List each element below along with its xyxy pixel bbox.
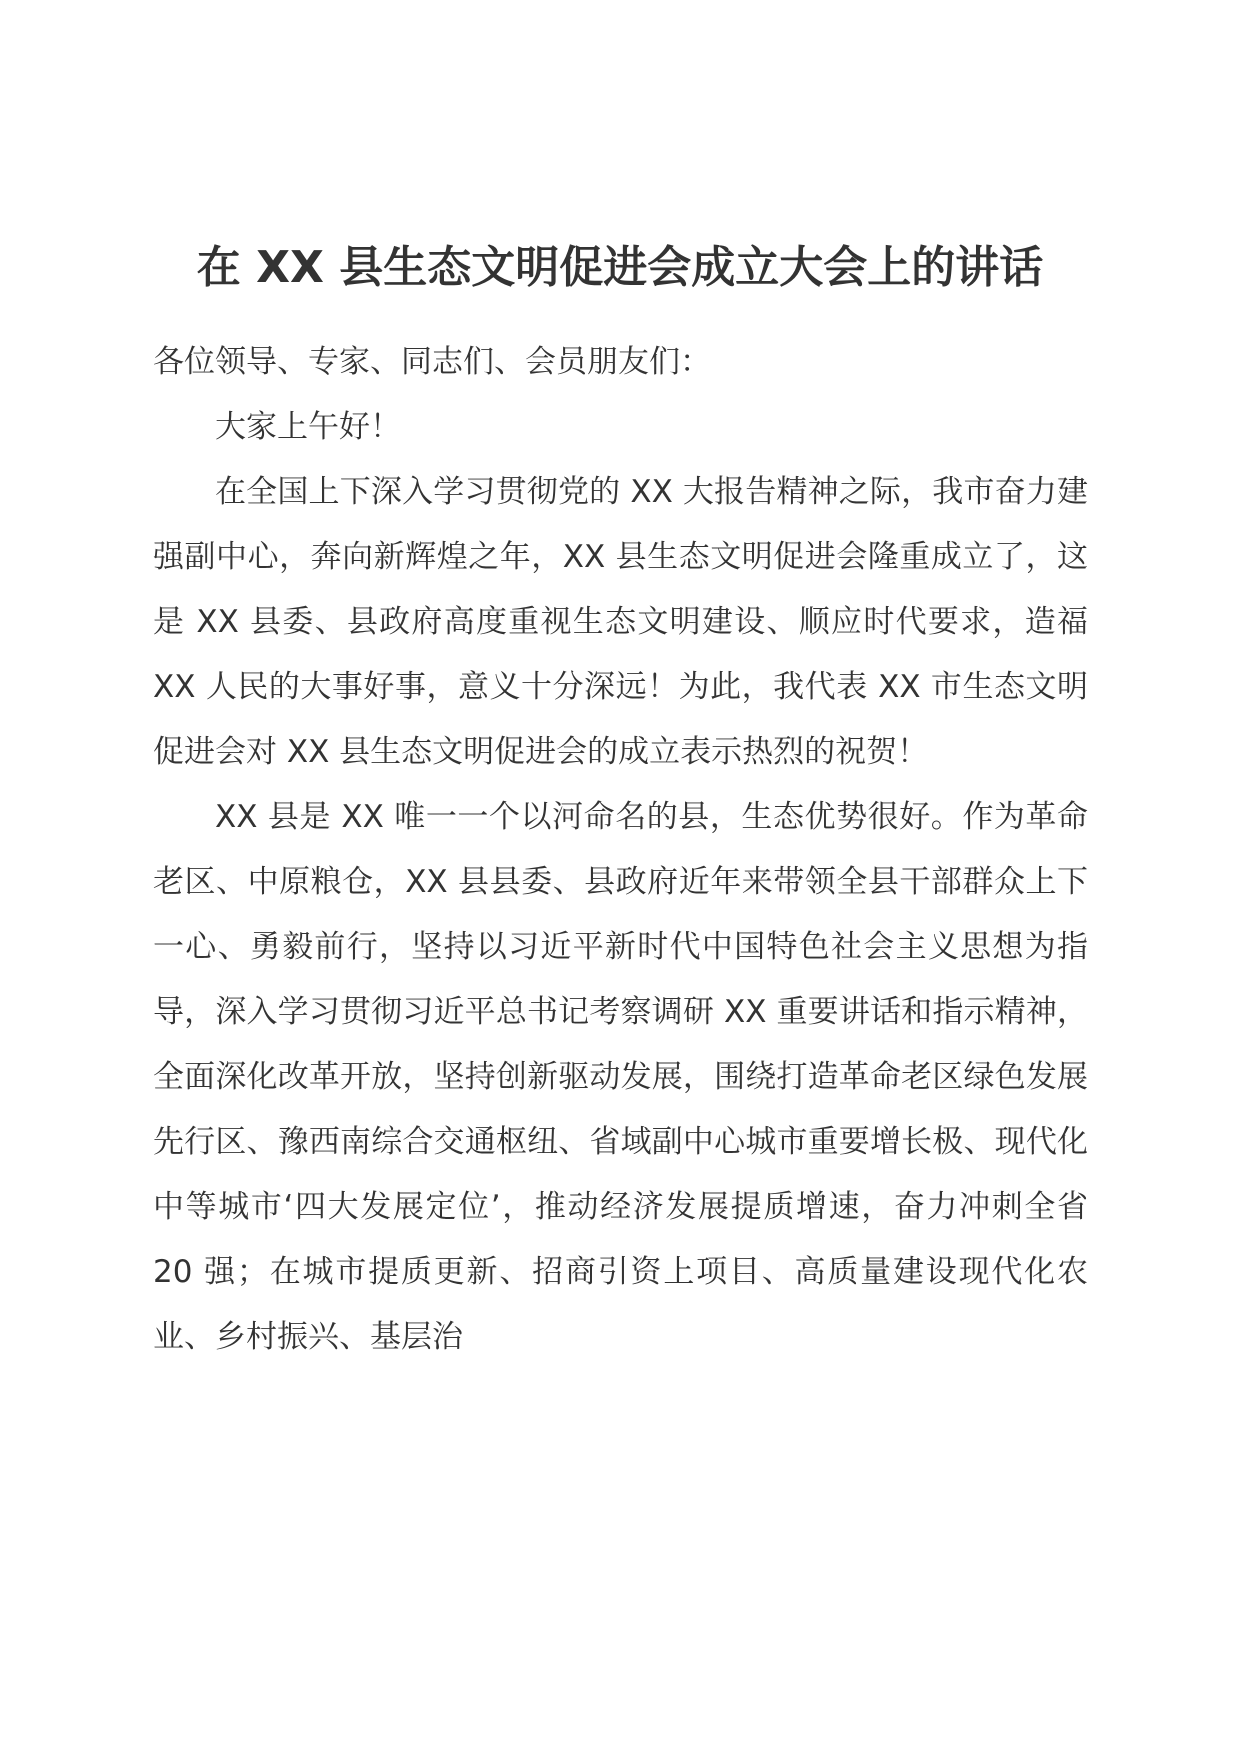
salutation: 各位领导、专家、同志们、会员朋友们： [153, 344, 711, 380]
paragraph-county-overview: XX 县是 XX 唯一一个以河命名的县，生态优势很好。作为革命老区、中原粮仓，XX 县县委、县政府近年来带领全县干部群众上下一心、勇毅前行，坚持以习近平新时代中国特色社会主义思想为指导，深入学习贯彻习近平总书记考察调研 XX 重要讲话和指示精神，全面深化改革开放，坚持创新驱动发展，围绕打造革命老区绿色发展先行区、豫西南综合交通枢纽、省域副中心城市重要增长极、现代化中等城市‘四大发展定位’，推动经济发展提质增速，奋力冲刺全省 20 强；在城市提质更新、招商引资上项目、高质量建设现代化农业、乡村振兴、基层治 [153, 799, 1088, 1355]
paragraph-congratulation: 在全国上下深入学习贯彻党的 XX 大报告精神之际，我市奋力建强副中心，奔向新辉煌之年，XX 县生态文明促进会隆重成立了，这是 XX 县委、县政府高度重视生态文明建设、顺应时代要求，造福 XX 人民的大事好事，意义十分深远！为此，我代表 XX 市生态文明促进会对 XX 县生态文明促进会的成立表示热烈的祝贺！ [153, 474, 1088, 770]
document-body [153, 330, 1088, 1370]
document-title: 在 XX 县生态文明促进会成立大会上的讲话 [196, 242, 1044, 293]
paragraph-greeting: 大家上午好！ [215, 409, 401, 445]
